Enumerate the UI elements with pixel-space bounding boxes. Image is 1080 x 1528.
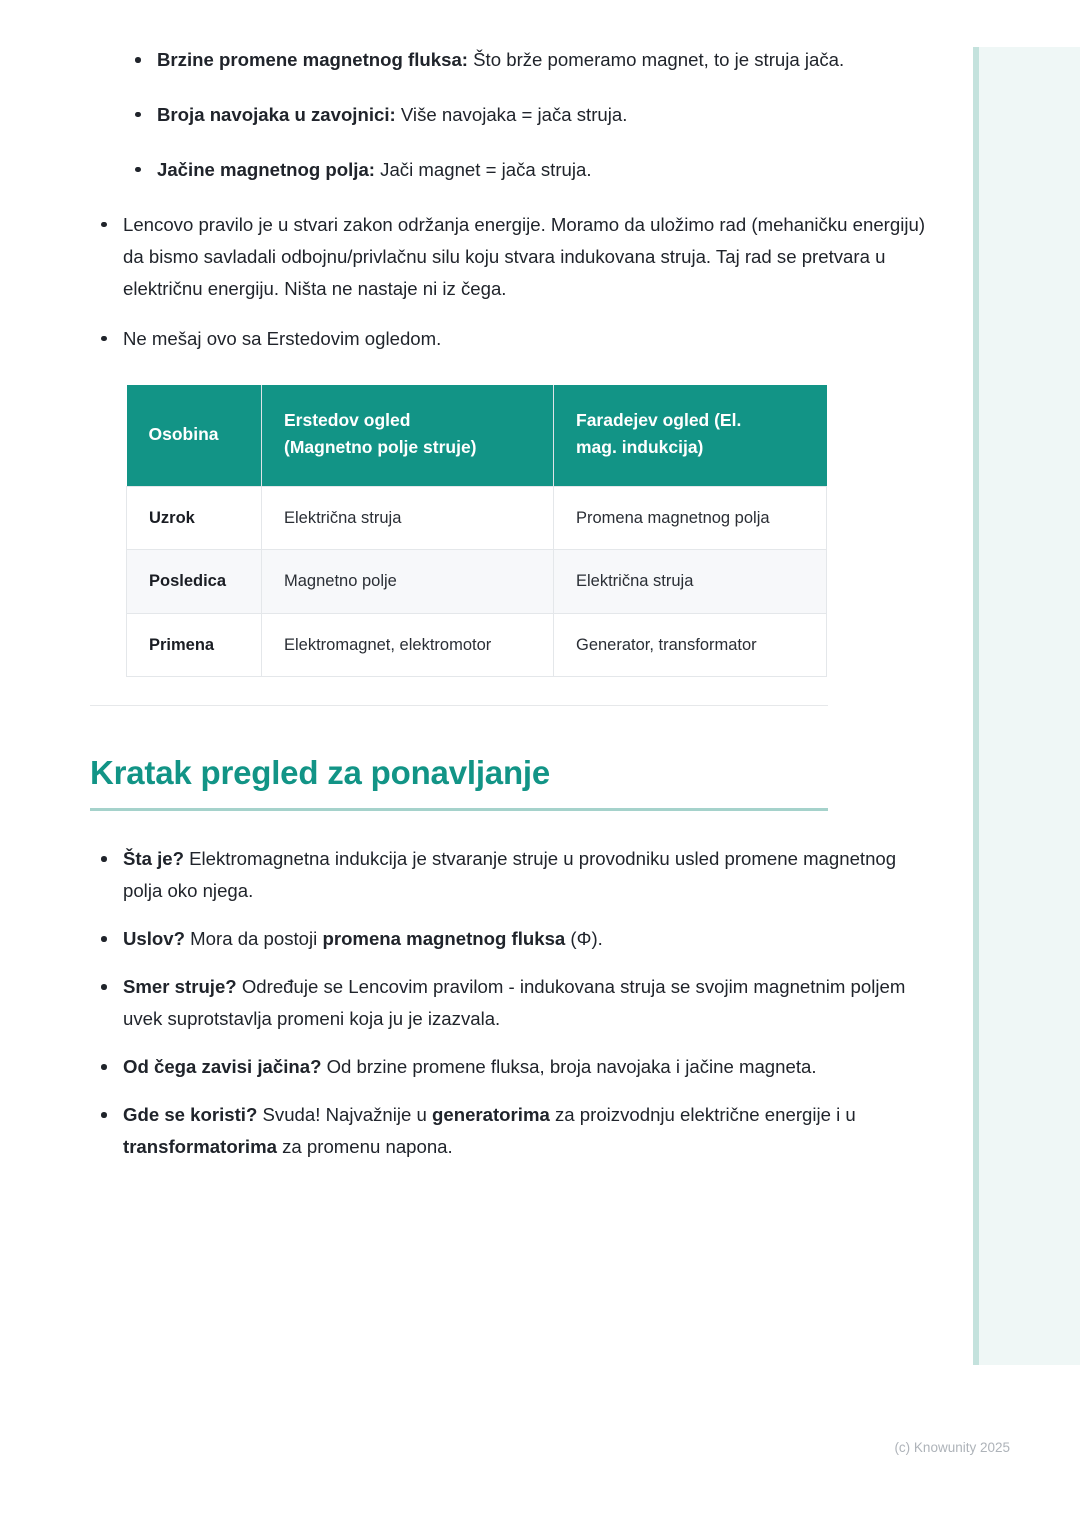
summary-text: Svuda! Najvažnije u generatorima za proizvodnju električne energije i u transformatorima za promenu napona.	[123, 1104, 856, 1158]
summary-text: Mora da postoji promena magnetnog fluksa (Φ).	[185, 928, 603, 950]
factor-label: Jačine magnetnog polja:	[157, 158, 375, 180]
list-item	[0, 99, 940, 131]
comparison-table	[126, 385, 827, 677]
header-text-line2: (Magnetno polje struje)	[284, 437, 477, 458]
list-item	[0, 44, 940, 76]
table-row	[127, 613, 827, 676]
factor-text: Što brže pomeramo magnet, to je struja jača.	[467, 49, 845, 70]
footer-copyright: (c) Knowunity 2025	[894, 1440, 1010, 1455]
explanation-list	[0, 209, 940, 355]
column-header-erstedov	[262, 385, 554, 487]
cell-erstedov: Električna struja	[262, 487, 554, 550]
cell-osobina: Primena	[127, 613, 262, 676]
header-text-line1: Erstedov ogled	[284, 409, 411, 430]
cell-erstedov: Elektromagnet, elektromotor	[262, 613, 554, 676]
summary-label: Od čega zavisi jačina?	[123, 1056, 322, 1078]
factor-label: Brzine promene magnetnog fluksa:	[157, 49, 468, 70]
summary-text: Od brzine promene fluksa, broja navojaka i jačine magneta.	[321, 1056, 817, 1078]
page-title: Kratak pregled za ponavljanje	[90, 754, 551, 792]
factors-list	[0, 44, 940, 186]
list-item	[0, 923, 940, 955]
section-divider	[90, 705, 828, 706]
list-item: Ne mešaj ovo sa Erstedovim ogledom.	[0, 323, 940, 355]
column-header-osobina	[127, 385, 262, 487]
cell-osobina: Uzrok	[127, 487, 262, 550]
cell-faradejev: Promena magnetnog polja	[554, 487, 827, 550]
table-row	[127, 550, 827, 613]
header-text-line2: mag. indukcija)	[576, 437, 704, 458]
summary-list	[0, 843, 940, 1163]
cell-faradejev: Generator, transformator	[554, 613, 827, 676]
list-item	[0, 154, 940, 186]
cell-faradejev: Električna struja	[554, 550, 827, 613]
column-header-faradejev	[554, 385, 827, 487]
table-row	[127, 487, 827, 550]
list-item	[0, 971, 940, 1035]
factor-label: Broja navojaka u zavojnici:	[157, 103, 396, 125]
cell-osobina: Posledica	[127, 550, 262, 613]
header-text: Osobina	[148, 423, 219, 444]
list-item	[0, 1051, 940, 1083]
summary-label: Smer struje?	[123, 976, 237, 998]
factor-text: Više navojaka = jača struja.	[395, 103, 628, 125]
summary-label: Uslov?	[123, 928, 185, 950]
cell-erstedov: Magnetno polje	[262, 550, 554, 613]
list-item	[0, 1099, 940, 1163]
heading-underline	[90, 808, 828, 811]
list-item	[0, 843, 940, 907]
summary-label: Šta je?	[123, 848, 184, 870]
right-accent-panel	[973, 47, 1080, 1365]
list-item: Lencovo pravilo je u stvari zakon održanja energije. Moramo da uložimo rad (mehaničku energiju) da bismo savladali odbojnu/privlačnu silu koju stvara indukovana struja. Taj rad se pretvara u električnu energiju. Ništa ne nastaje ni iz čega.	[0, 209, 940, 305]
factor-text: Jači magnet = jača struja.	[375, 158, 592, 180]
table-header-row	[127, 385, 827, 487]
header-text-line1: Faradejev ogled (El.	[576, 409, 742, 430]
summary-text: Određuje se Lencovim pravilom - indukovana struja se svojim magnetnim poljem uvek suprotstavlja promeni koja ju je izazvala.	[123, 976, 906, 1030]
summary-label: Gde se koristi?	[123, 1104, 258, 1126]
summary-text: Elektromagnetna indukcija je stvaranje struje u provodniku usled promene magnetnog polja oko njega.	[123, 848, 897, 902]
comparison-table-wrapper	[126, 385, 826, 677]
